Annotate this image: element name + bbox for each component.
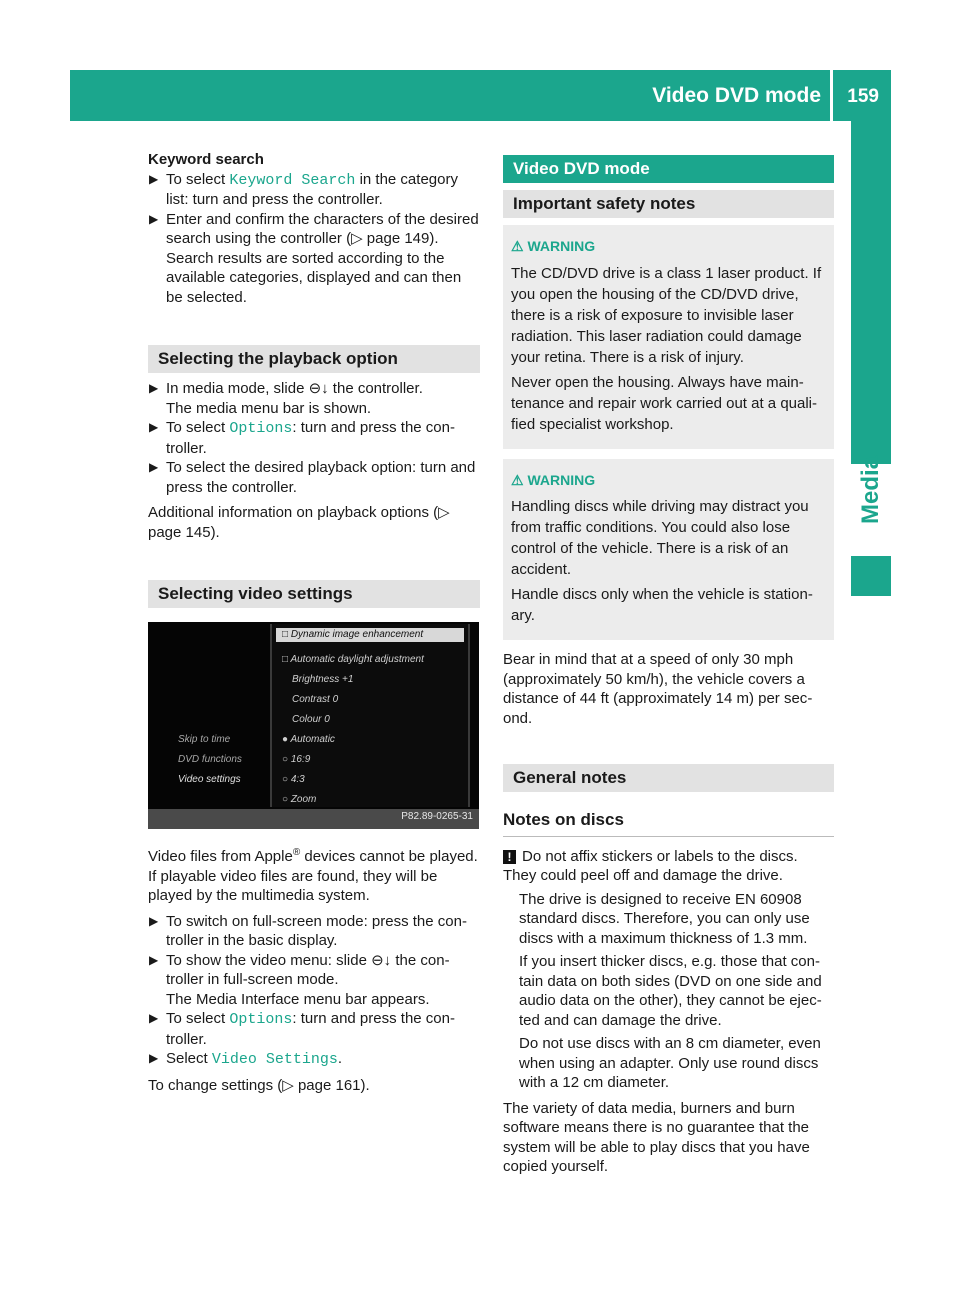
figure-code: P82.89-0265-31: [401, 810, 473, 822]
warning-triangle-icon: ⚠: [511, 471, 528, 488]
exclamation-icon: !: [503, 850, 516, 864]
video-settings-screenshot: [148, 622, 479, 829]
side-tab-marker: [851, 556, 891, 596]
variety-text: The variety of data media, burners and burn software means there is no guarantee that the system will be able to play discs that you have copied yourself.: [503, 1099, 810, 1175]
screen-menu-item: Contrast 0: [292, 694, 339, 705]
warning-box: [503, 459, 834, 641]
instruction-step: [148, 1049, 480, 1070]
general-notes-heading: General notes: [503, 764, 834, 792]
step-text: Enter and confirm the characters of the desired search using the controller (▷ page 149).: [166, 210, 479, 247]
step-text: .: [337, 1050, 343, 1067]
instruction-step: [148, 912, 480, 951]
step-text: In media mode, slide ⊖↓ the controller.: [166, 380, 423, 397]
notes-on-discs-heading: Notes on discs: [503, 810, 834, 837]
header-bar: [70, 70, 891, 121]
safety-notes-heading: Important safety notes: [503, 190, 834, 218]
warning-triangle-icon: ⚠: [511, 238, 528, 254]
apple-text: Video files from Apple: [148, 848, 293, 865]
arrow-icon: ▶: [149, 1051, 159, 1065]
step-text: To select: [166, 1010, 230, 1027]
screen-menu-item: ○ Zoom: [282, 794, 317, 805]
apple-text: devices cannot be played.: [300, 848, 478, 865]
warning-title: [511, 237, 826, 257]
step-text: To switch on full-screen mode: press the controller in the basic display.: [166, 912, 467, 949]
screen-left-item: DVD functions: [178, 754, 242, 765]
note-text: Do not use discs with an 8 cm diameter, even when using an adapter. Only use round discs with a 12 cm diameter.: [519, 1035, 821, 1091]
menu-option-code: Keyword Search: [229, 171, 356, 189]
step-text: To select the desired playback option: turn and press the controller.: [166, 459, 476, 496]
right-column: [503, 155, 834, 1177]
step-text: in the category list: turn and press the controller.: [166, 170, 458, 208]
warning-title: [511, 471, 826, 491]
instruction-step: [148, 458, 480, 497]
warning-box: [503, 225, 834, 449]
video-settings-heading: Selecting video settings: [148, 580, 480, 608]
warning-label: WARNING: [527, 471, 596, 488]
page-number: 159: [847, 86, 879, 107]
screen-menu-item: ○ 4:3: [282, 774, 305, 785]
speed-text: Bear in mind that at a speed of only 30 mph (approximately 50 km/h), the vehicle covers a distance of 44 ft (approximately 14 m) per second.: [503, 651, 813, 727]
warning-text: Handling discs while driving may distract you from traffic conditions. You could also lose control of the vehicle. There is a risk of an accident.: [511, 498, 809, 578]
video-dvd-mode-heading: Video DVD mode: [503, 155, 834, 183]
left-column: [148, 150, 480, 1095]
keyword-search-heading: Keyword search: [148, 151, 264, 168]
arrow-icon: ▶: [149, 211, 159, 226]
warning-text: Never open the housing. Always have maintenance and repair work carried out at a qualified specialist workshop.: [511, 373, 818, 433]
side-tab-text: Media: [857, 455, 884, 525]
instruction-step: [148, 379, 480, 399]
change-settings-text: To change settings (▷ page 161).: [148, 1076, 370, 1094]
arrow-icon: ▶: [149, 171, 159, 186]
note-text: If you insert thicker discs, e.g. those that contain data on both sides (DVD on one side and audio data on the other), they cannot be ejected and can damage the drive.: [519, 953, 822, 1029]
apple-note: [148, 843, 480, 867]
screen-menu-item: □ Automatic daylight adjustment: [282, 654, 424, 665]
section-title: Video DVD mode: [652, 84, 821, 107]
screen-menu-item: Brightness +1: [292, 674, 354, 685]
step-note: Search results are sorted according to the available categories, displayed and can then be selected.: [166, 249, 462, 306]
note-text: The drive is designed to receive EN 60908 standard discs. Therefore, you can only use discs with a maximum thickness of 1.3 mm.: [519, 890, 810, 947]
instruction-step: [148, 170, 480, 210]
arrow-icon: ▶: [149, 381, 159, 395]
arrow-icon: ▶: [149, 913, 159, 928]
playback-heading: Selecting the playback option: [148, 345, 480, 373]
arrow-icon: ▶: [149, 420, 159, 434]
screen-left-item: Video settings: [178, 774, 241, 785]
playable-text: If playable video files are found, they will be played by the multimedia system.: [148, 867, 438, 904]
arrow-icon: ▶: [149, 952, 159, 967]
instruction-step: [148, 1009, 480, 1049]
menu-option-code: Options: [229, 420, 293, 437]
screen-menu-item: ○ 16:9: [282, 754, 311, 765]
instruction-step: [148, 418, 480, 458]
step-text: To show the video menu: slide ⊖↓ the controller in full-screen mode.: [166, 951, 450, 988]
menu-option-code: Options: [229, 1011, 293, 1028]
side-tab-label: [851, 440, 891, 540]
step-text: To select: [166, 170, 230, 188]
instruction-step: [148, 210, 480, 249]
warning-text: Handle discs only when the vehicle is stationary.: [511, 586, 813, 624]
header-separator: [830, 70, 833, 121]
menu-option-code: Video Settings: [211, 1051, 338, 1068]
step-text: To select: [166, 419, 230, 436]
instruction-step: [148, 951, 480, 990]
screen-menu-item: ● Automatic: [282, 734, 335, 745]
arrow-icon: ▶: [149, 1011, 159, 1025]
arrow-icon: ▶: [149, 460, 159, 474]
info-text: Additional information on playback options (▷ page 145).: [148, 504, 450, 541]
screen-menu-panel: [270, 624, 470, 807]
step-text: Select: [166, 1050, 212, 1067]
warning-label: WARNING: [527, 238, 596, 254]
side-tab-bar: [851, 121, 891, 464]
step-note: The Media Interface menu bar appears.: [166, 990, 430, 1008]
note-text: Do not affix stickers or labels to the discs. They could peel off and damage the drive.: [503, 847, 798, 884]
screen-left-item: Skip to time: [178, 734, 231, 745]
warning-text: The CD/DVD drive is a class 1 laser product. If you open the housing of the CD/DVD drive, there is a risk of exposure to invisible laser radiation. This laser radiation could damage your retina. There is a risk of injury.: [511, 264, 822, 366]
note-item: [503, 847, 834, 886]
screen-footer: [148, 809, 479, 829]
registered-mark: ®: [292, 847, 301, 858]
step-text: : turn and press the controller.: [166, 1010, 455, 1048]
step-text: : turn and press the controller.: [166, 419, 455, 457]
step-note: The media menu bar is shown.: [166, 399, 372, 417]
screen-menu-item: Colour 0: [292, 714, 330, 725]
screen-menu-item: □ Dynamic image enhancement: [276, 628, 464, 642]
